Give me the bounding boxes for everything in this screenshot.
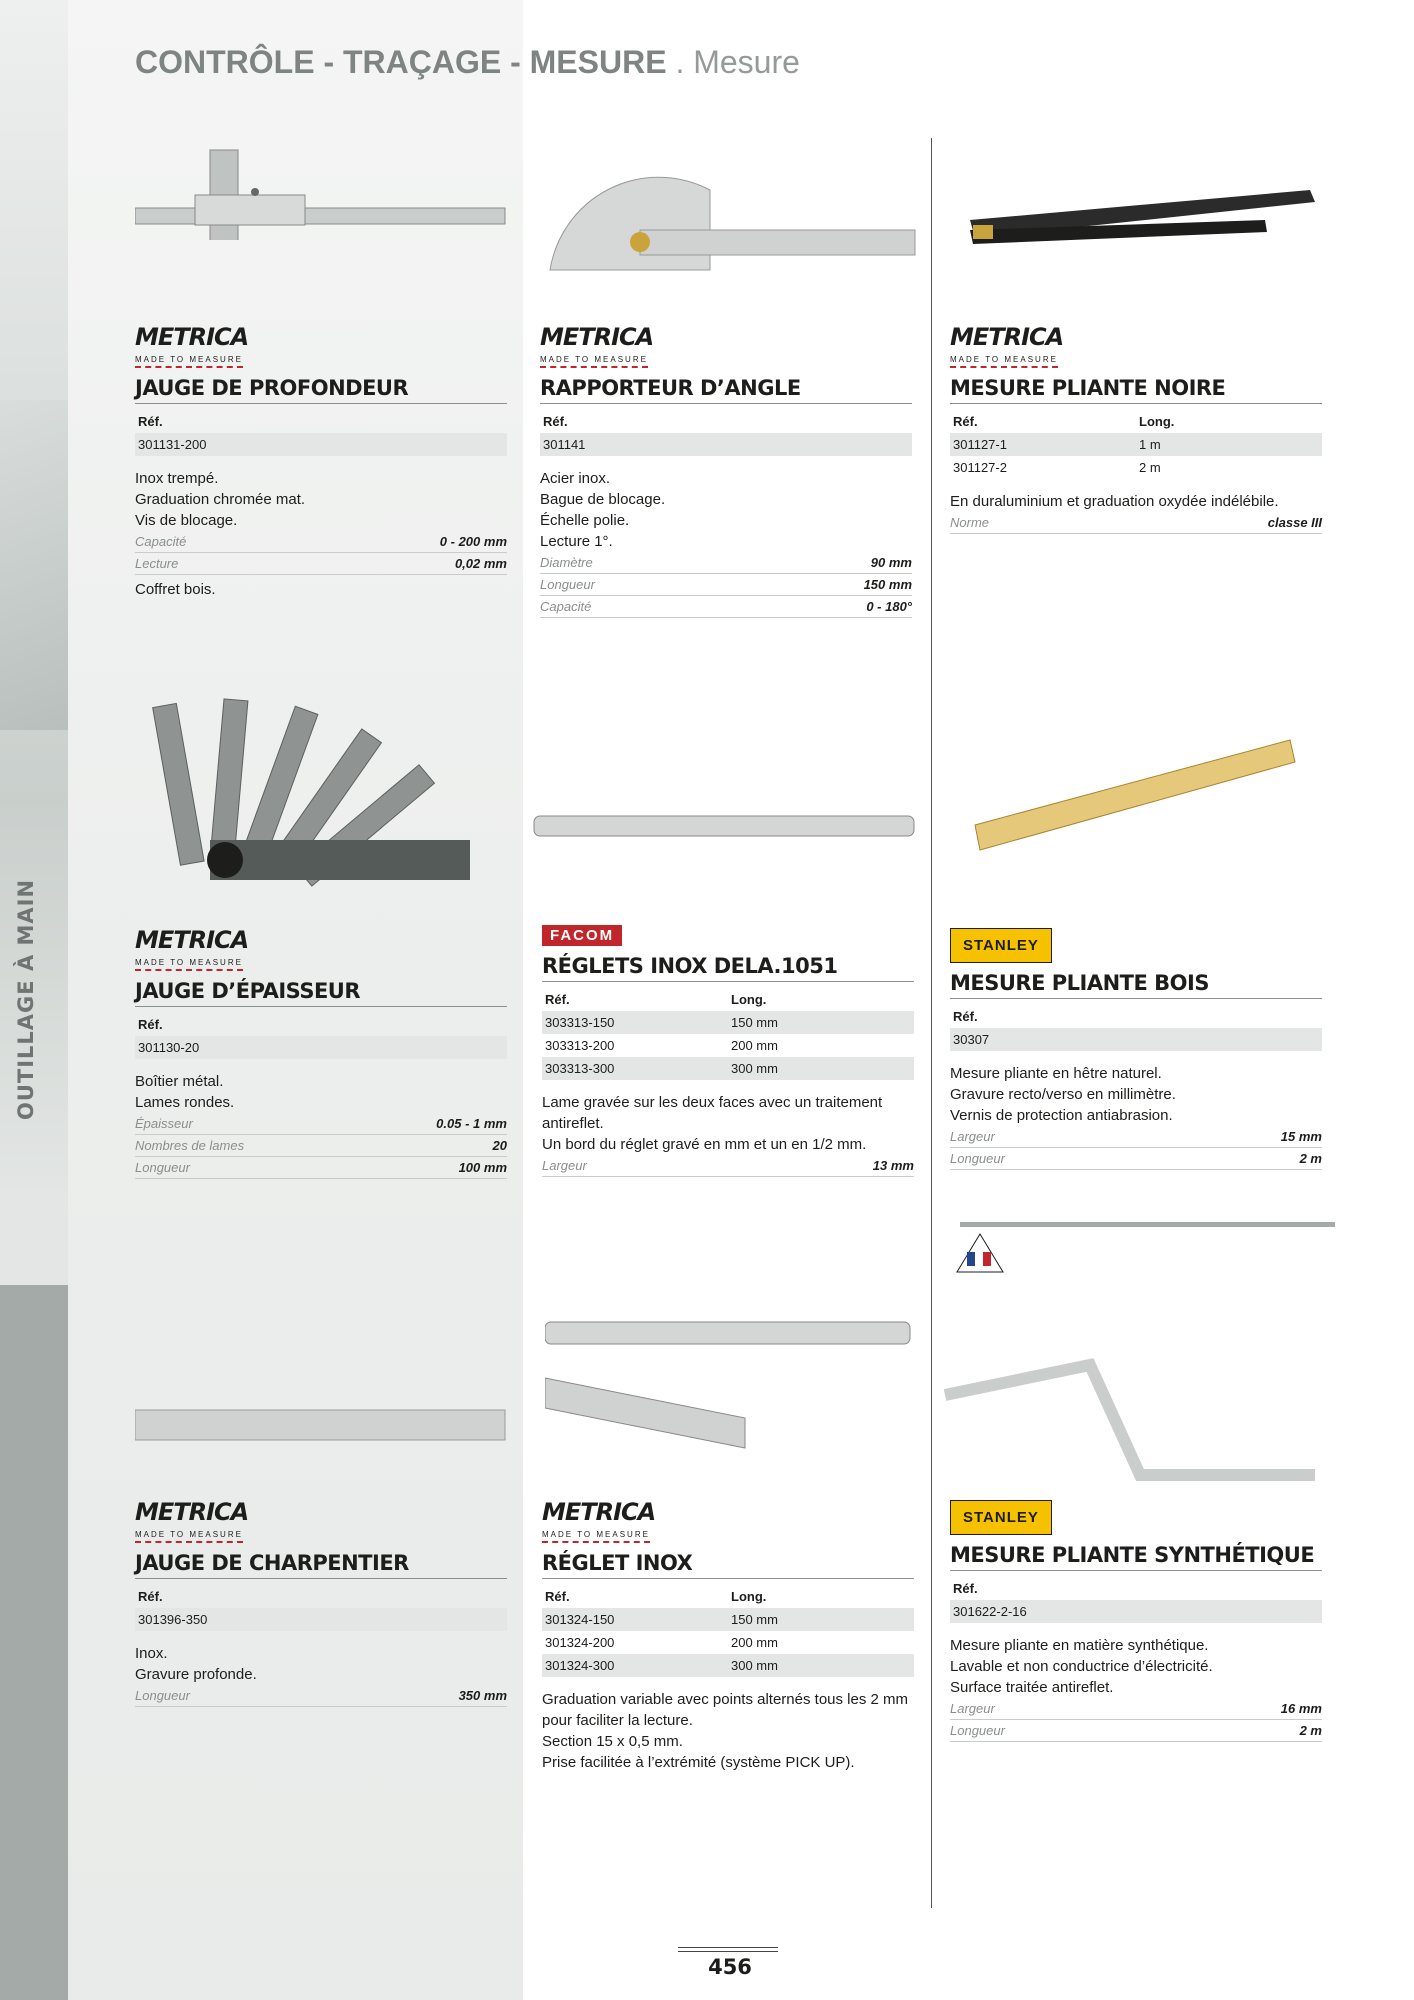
carpenter-gauge-image (135, 1408, 510, 1444)
stanley-logo: STANLEY (950, 1500, 1052, 1535)
product-card-wood-folding-rule (950, 928, 1322, 1170)
spec-key: Longueur (950, 1723, 1005, 1738)
length-value: 200 mm (731, 1038, 778, 1053)
header-main: CONTRÔLE - TRAÇAGE - MESURE (135, 44, 667, 80)
spec-value: 2 m (1299, 1151, 1322, 1166)
ref-header: Réf. (953, 1581, 978, 1596)
metrica-tagline: MADE TO MEASURE (540, 355, 648, 368)
product-card-metrica-rule (542, 1500, 914, 1773)
wood-folding-rule-image (970, 730, 1300, 860)
metrica-tagline: MADE TO MEASURE (542, 1530, 650, 1543)
sidebar-pattern (0, 400, 68, 730)
reference-table (540, 410, 912, 456)
reference-table (950, 410, 1322, 479)
spec-value: 150 mm (863, 577, 912, 592)
ref-header: Réf. (545, 1589, 570, 1604)
ref-value: 303313-200 (545, 1038, 615, 1053)
product-description: Mesure pliante en matière synthétique. Lavable et non conductrice d’électricité. Surface traitée antireflet. (950, 1637, 1213, 1696)
ref-value: 301141 (540, 433, 912, 456)
reference-table (950, 1577, 1322, 1623)
spec-value: 100 mm (458, 1160, 507, 1175)
spec-row (950, 1698, 1322, 1720)
spec-row (950, 1126, 1322, 1148)
product-description: Graduation variable avec points alternés tous les 2 mm pour faciliter la lecture. Section 15 x 0,5 mm. Prise facilitée à l’extrémité (système PICK UP). (542, 1691, 909, 1771)
length-value: 300 mm (728, 1057, 914, 1080)
spec-row (950, 1720, 1322, 1742)
product-title: RÉGLET INOX (542, 1551, 914, 1579)
metrica-logo: METRICA (540, 323, 654, 351)
product-card-carpenter-gauge (135, 1500, 507, 1707)
length-value: 150 mm (728, 1011, 914, 1034)
ref-header: Réf. (953, 1009, 978, 1024)
length-value: 300 mm (728, 1654, 914, 1677)
reference-table (542, 1585, 914, 1677)
ref-value: 301324-150 (542, 1608, 728, 1631)
product-description: Lame gravée sur les deux faces avec un traitement antireflet. Un bord du réglet gravé en mm et un en 1/2 mm. (542, 1094, 883, 1153)
spec-key: Longueur (540, 577, 595, 592)
spec-key: Diamètre (540, 555, 593, 570)
length-header: Long. (731, 992, 767, 1007)
product-title: JAUGE DE PROFONDEUR (135, 376, 507, 404)
page-number: 456 (708, 1955, 752, 1979)
product-description: Inox. Gravure profonde. (135, 1645, 257, 1683)
spec-row (950, 1148, 1322, 1170)
spec-value: 0 - 180° (866, 599, 912, 614)
ref-header: Réf. (138, 1589, 163, 1604)
page-number-rule (678, 1947, 778, 1952)
sidebar-band (0, 1285, 68, 2000)
section-divider-bar (960, 1222, 1335, 1227)
spec-row (135, 1113, 507, 1135)
spec-key: Largeur (950, 1701, 995, 1716)
spec-key: Norme (950, 515, 990, 530)
feeler-gauge-image (150, 680, 480, 890)
spec-row (540, 574, 912, 596)
product-description: Mesure pliante en hêtre naturel. Gravure recto/verso en millimètre. Vernis de protection antiabrasion. (950, 1065, 1176, 1124)
column-divider (931, 138, 932, 1908)
spec-value: 16 mm (1280, 1701, 1322, 1716)
ref-value: 303313-150 (542, 1011, 728, 1034)
metrica-tagline: MADE TO MEASURE (135, 958, 243, 971)
spec-key: Longueur (135, 1688, 190, 1703)
product-title: RAPPORTEUR D’ANGLE (540, 376, 912, 404)
spec-value: 2 m (1299, 1723, 1322, 1738)
spec-row (950, 512, 1322, 534)
spec-row (540, 552, 912, 574)
spec-row (135, 1135, 507, 1157)
metrica-tagline: MADE TO MEASURE (135, 355, 243, 368)
length-header: Long. (731, 1589, 767, 1604)
product-description: Boîtier métal. Lames rondes. (135, 1073, 235, 1111)
depth-gauge-image (135, 140, 510, 240)
folding-rule-black-image (965, 180, 1325, 260)
spec-key: Nombres de lames (135, 1138, 245, 1153)
spec-value: 0 - 200 mm (439, 534, 507, 549)
product-card-protractor (540, 325, 912, 618)
protractor-image (540, 150, 920, 280)
product-card-facom-rules (542, 925, 914, 1177)
ref-value: 30307 (950, 1028, 1322, 1051)
spec-row (135, 1685, 507, 1707)
product-title: MESURE PLIANTE BOIS (950, 971, 1322, 999)
product-title: JAUGE DE CHARPENTIER (135, 1551, 507, 1579)
spec-key: Lecture (135, 556, 179, 571)
spec-key: Largeur (950, 1129, 995, 1144)
spec-key: Longueur (135, 1160, 190, 1175)
facom-logo: FACOM (542, 925, 622, 946)
spec-value: 0,02 mm (454, 556, 507, 571)
spec-row (135, 553, 507, 575)
spec-row (135, 531, 507, 553)
product-description: En duraluminium et graduation oxydée indélébile. (950, 493, 1279, 510)
metrica-logo: METRICA (542, 1498, 656, 1526)
length-header: Long. (1139, 414, 1175, 429)
spec-key: Largeur (542, 1158, 587, 1173)
metrica-logo: METRICA (135, 1498, 249, 1526)
spec-row (135, 1157, 507, 1179)
ref-header: Réf. (138, 1017, 163, 1032)
reference-table (135, 410, 507, 456)
reference-table (542, 988, 914, 1080)
ref-value: 301127-1 (950, 433, 1136, 456)
length-value: 150 mm (728, 1608, 914, 1631)
reference-table (135, 1585, 507, 1631)
product-card-synthetic-folding-rule (950, 1500, 1322, 1742)
page-header (135, 44, 800, 81)
metrica-logo: METRICA (135, 323, 249, 351)
ref-value: 301127-2 (953, 460, 1007, 475)
metrica-logo: METRICA (950, 323, 1064, 351)
spec-value: 20 (492, 1138, 507, 1153)
product-title: MESURE PLIANTE NOIRE (950, 376, 1322, 404)
product-card-depth-gauge (135, 325, 507, 600)
ref-value: 301131-200 (135, 433, 507, 456)
synthetic-folding-rule-image (940, 1355, 1320, 1485)
spec-key: Épaisseur (135, 1116, 193, 1131)
spec-key: Longueur (950, 1151, 1005, 1166)
stanley-logo: STANLEY (950, 928, 1052, 963)
steel-rule-facom-image (532, 812, 917, 842)
ref-value: 301396-350 (135, 1608, 507, 1631)
length-value: 2 m (1139, 460, 1161, 475)
product-card-feeler-gauge (135, 928, 507, 1179)
ref-value: 301324-300 (542, 1654, 728, 1677)
product-description: Inox trempé. Graduation chromée mat. Vis de blocage. (135, 470, 306, 529)
spec-row (542, 1155, 914, 1177)
made-in-france-badge (955, 1232, 1005, 1277)
product-title: MESURE PLIANTE SYNTHÉTIQUE (950, 1543, 1322, 1571)
spec-value: classe III (1267, 515, 1322, 530)
product-title: RÉGLETS INOX DELA.1051 (542, 954, 914, 982)
sidebar (0, 0, 68, 2000)
ref-header: Réf. (543, 414, 568, 429)
ref-value: 301622-2-16 (950, 1600, 1322, 1623)
spec-key: Capacité (540, 599, 592, 614)
spec-value: 90 mm (870, 555, 912, 570)
spec-value: 0.05 - 1 mm (436, 1116, 507, 1131)
product-description: Acier inox. Bague de blocage. Échelle polie. Lecture 1°. (540, 470, 666, 550)
spec-value: 13 mm (872, 1158, 914, 1173)
length-value: 1 m (1136, 433, 1322, 456)
reference-table (950, 1005, 1322, 1051)
spec-key: Capacité (135, 534, 187, 549)
ref-value: 303313-300 (542, 1057, 728, 1080)
metrica-tagline: MADE TO MEASURE (950, 355, 1058, 368)
ref-header: Réf. (953, 414, 978, 429)
ref-header: Réf. (545, 992, 570, 1007)
product-note: Coffret bois. (135, 581, 216, 598)
spec-value: 350 mm (458, 1688, 507, 1703)
sidebar-label: OUTILLAGE À MAIN (14, 878, 38, 1120)
reference-table (135, 1013, 507, 1059)
length-value: 200 mm (731, 1635, 778, 1650)
header-sub: . Mesure (675, 44, 800, 80)
ref-value: 301324-200 (545, 1635, 615, 1650)
steel-rule-metrica-image (545, 1318, 915, 1478)
spec-row (540, 596, 912, 618)
product-card-black-folding-rule (950, 325, 1322, 534)
metrica-logo: METRICA (135, 926, 249, 954)
product-title: JAUGE D’ÉPAISSEUR (135, 979, 507, 1007)
metrica-tagline: MADE TO MEASURE (135, 1530, 243, 1543)
ref-header: Réf. (138, 414, 163, 429)
spec-value: 15 mm (1280, 1129, 1322, 1144)
ref-value: 301130-20 (135, 1036, 507, 1059)
